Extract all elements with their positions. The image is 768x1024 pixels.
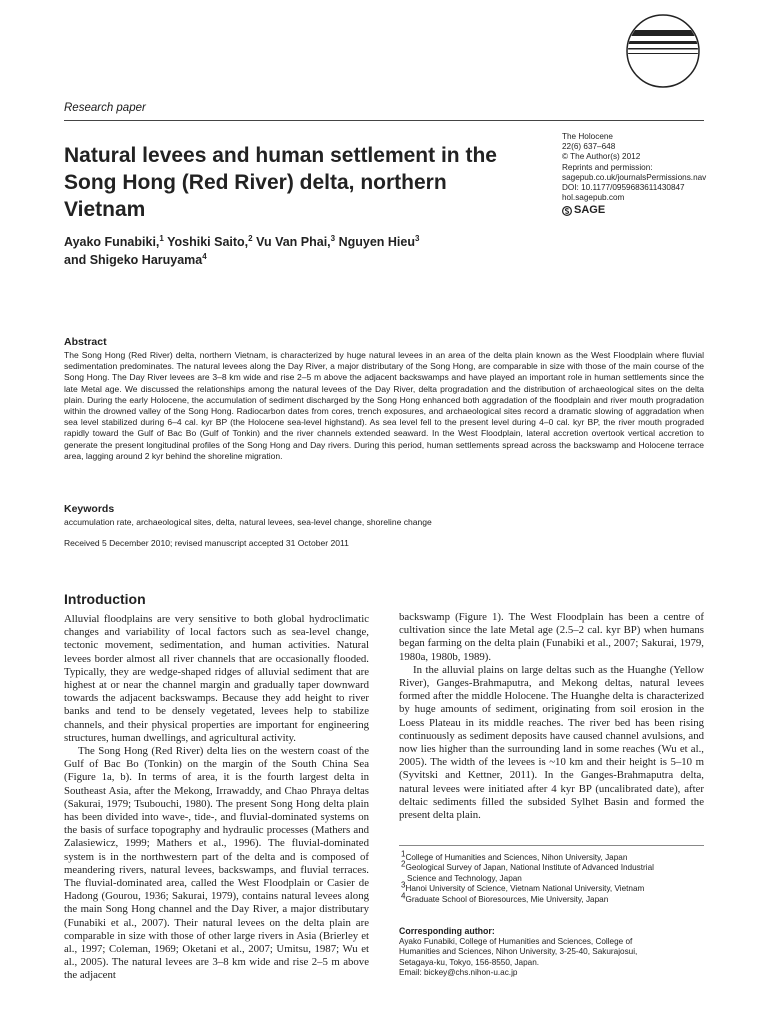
reprints-label: Reprints and permission: — [562, 162, 653, 172]
affiliation: $^1$College of Humanities and Sciences, Nihon University, Japan — [401, 849, 628, 862]
author: Vu Van Phai,$^3$ — [256, 233, 336, 249]
author-list — [64, 233, 584, 269]
header-divider — [64, 120, 704, 121]
volume-issue-pages: 22(6) 637–648 — [562, 142, 616, 152]
affiliation: $^3$Hanoi University of Science, Vietnam National University, Vietnam — [401, 880, 645, 894]
body-column-left — [64, 613, 369, 983]
paragraph: Alluvial floodplains are very sensitive to both global hydroclimatic changes and variability of local factors such as sea-level change, tectonic movement, sedimentation, and human activities. Natural levees border almost all river channels that are occasionally flooded. Typically, they are wedge-shaped ridges of alluvial sediment that are highest at or near the channel margin and gradually taper downward towards the adjacent backswamps. Because they add height to river banks and tend to be densely vegetated, levees help to stabilize channels, and their physical properties are important for engineering structures, human dwellings, and agricultural activity. — [64, 613, 369, 744]
author: Nguyen Hieu$^3$ — [338, 233, 420, 249]
corresponding-email[interactable]: Email: bickey@chs.nihon-u.ac.jp — [399, 968, 518, 978]
abstract-section — [64, 336, 704, 462]
publisher-logo — [562, 205, 722, 215]
affiliation: $^2$Geological Survey of Japan, National Institute of Advanced Industrial Science and Technology, Japan — [401, 859, 654, 883]
paragraph: The Song Hong (Red River) delta lies on the western coast of the Gulf of Bac Bo (Tonkin) on the margin of the South China Sea (Figure 1a, b). In terms of area, it is the fourth largest delta in Southeast Asia, after the Mekong, Irrawaddy, and Chao Phraya deltas (Sakurai, 1979; Tsubouchi, 1980). The present Song Hong delta plain has been divided into wave-, tide-, and fluvial-dominated systems on the basis of surface topography and hydraulic processes (Mathers and Zalasiewicz, 1999; Mathers et al., 1996). The fluvial-dominated system is in the northwestern part of the delta and is composed of meandering rivers, natural levees, backswamps, and fluvial terraces. The fluvial-dominated area, called the West Floodplain or Casier de Hadong (Gourou, 1936; Sakurai, 1979), contains natural levees along the main Song Hong channel and the Day River, a major distributary (Funabiki et al., 2007). Their natural levees on the delta plain are comparable in size with those of other large rivers in Asia (Brierley et al., 1997; Coleman, 1969; Oketani et al., 2007; Umitsu, 1987; Wu et al., 2005). The natural levees are 3–8 km wide and rise 2–5 m above the adjacent — [64, 745, 369, 982]
introduction-heading: Introduction — [64, 591, 146, 607]
paragraph: In the alluvial plains on large deltas such as the Huanghe (Yellow River), Ganges-Brahmaputra, and Mekong deltas, natural levees formed after the middle Holocene. The Huanghe delta is characterized by huge amounts of sediment, originating from soil erosion in the Loess Plateau in its middle reaches. The river bed has been rising continuously as sediment deposits have caused channel avulsions, and now lies higher than the surrounding land in some reaches (Wu et al., 2005). The width of the levees is ~10 km and their height is 5–10 m (Syvitski and Kettner, 2011). In the Ganges-Brahmaputra delta, natural levees were initiated after 4 kyr BP (uncalibrated date), after deltaic sediments filled the subsided Sylhet Basin and formed the present delta plain. — [399, 663, 704, 822]
author: and Shigeko Haruyama$^4$ — [64, 251, 207, 267]
keywords-heading: Keywords — [64, 503, 115, 515]
copyright: © The Author(s) 2012 — [562, 152, 641, 162]
keywords-text: accumulation rate, archaeological sites, delta, natural levees, sea-level change, shoreline change — [64, 517, 432, 527]
body-column-right — [399, 611, 704, 822]
footnote-divider — [399, 845, 704, 846]
doi[interactable]: DOI: 10.1177/0959683611430847 — [562, 183, 685, 193]
article-type-label: Research paper — [64, 102, 146, 114]
author: Ayako Funabiki,$^1$ — [64, 233, 164, 249]
affiliation: $^4$Graduate School of Bioresources, Mie University, Japan — [401, 890, 609, 904]
journal-name: The Holocene — [562, 132, 613, 141]
corresponding-author — [399, 926, 709, 979]
publisher-name: SAGE — [574, 204, 606, 217]
paragraph: backswamp (Figure 1). The West Floodplain has been a centre of cultivation since the late Metal age (2.5–2 cal. kyr BP) when humans began farming on the delta plain (Funabiki et al., 2007; Sakurai, 1979, 1980a, 1980b, 1989). — [399, 611, 704, 663]
article-title: Natural levees and human settlement in the Song Hong (Red River) delta, northern Vietnam — [64, 144, 497, 221]
abstract-text: The Song Hong (Red River) delta, northern Vietnam, is characterized by huge natural levees in an area of the delta plain known as the West Floodplain where fluvial sedimentation predominates. The natural levees along the Day River, a major distributary of the Song Hong, are comparable in size with those of the main course of the Song Hong. The Day River levees are 3–8 km wide and rise 2–5 m above the adjacent backswamps and have played an important role in human settlements since the late Metal age. We discussed the relationships among the natural levees of the Day River, delta progradation and the distribution of archaeological sites on the delta plain. During the early Holocene, the accumulation of sediment discharged by the Song Hong enhanced both aggradation of the floodplain and river mouth progradation within the drowned valley of the Song Hong. Radiocarbon dates from cores, trench exposures, and archaeological sites record a dramatic slowing of aggradation when sea level stabilized during 6–4 cal. kyr BP (the Holocene sea-level highstand). As sea level fell to the present level during 4–0 cal. kyr BP, the river mouth prograded rapidly toward the Gulf of Bac Bo (Gulf of Tonkin) and the river channels extended seaward. In the West Floodplain, lateral accretion overtook vertical accretion to generate the present longitudinal profiles of the Song Hong and Day rivers. During this period, human settlements spread across the backswamp and Holocene terrace area, lagging around 2 kyr behind the shoreline migration. — [64, 350, 704, 461]
abstract-heading: Abstract — [64, 336, 107, 348]
journal-metadata — [562, 132, 722, 216]
corresponding-line: Humanities and Sciences, Nihon University, 3-25-40, Sakurajosui, — [399, 947, 638, 957]
affiliations — [399, 849, 709, 905]
keywords-section — [64, 503, 704, 528]
journal-url[interactable]: hol.sagepub.com — [562, 193, 625, 203]
corresponding-heading: Corresponding author: — [399, 926, 495, 936]
received-dates: Received 5 December 2010; revised manuscript accepted 31 October 2011 — [64, 538, 349, 548]
journal-logo-icon — [626, 14, 700, 88]
corresponding-line: Setagaya-ku, Tokyo, 156-8550, Japan. — [399, 957, 540, 967]
corresponding-line: Ayako Funabiki, College of Humanities and Sciences, College of — [399, 936, 633, 946]
sage-circle-icon — [562, 206, 572, 216]
permissions-link[interactable]: sagepub.co.uk/journalsPermissions.nav — [562, 172, 707, 182]
author: Yoshiki Saito,$^2$ — [167, 233, 253, 249]
